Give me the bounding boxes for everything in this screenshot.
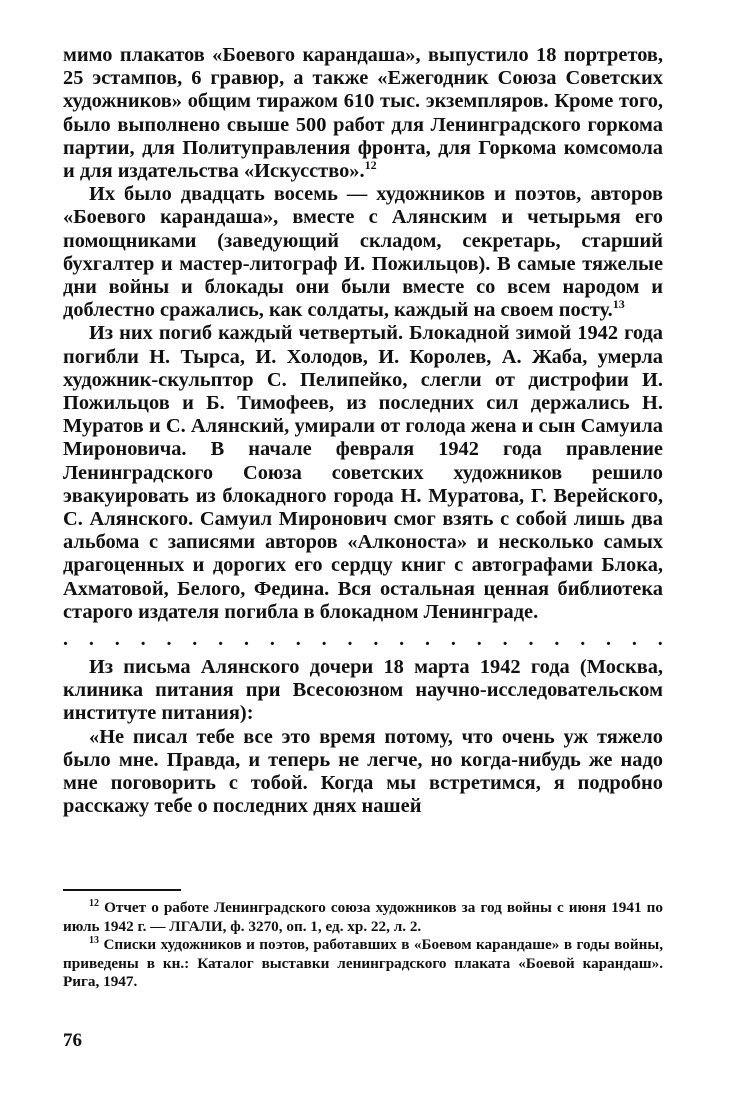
footnote-12-mark: 12 (89, 897, 99, 909)
paragraph-3: Из них погиб каждый четвертый. Блокадной зимой 1942 года погибли Н. Тырса, И. Холодов, И. Королев, А. Жаба, умерла художник-скульптор С. Пелипейко, слегли от дистрофии И. Пожильцов и Б. Тимофеев, из последних сил держались Н. Муратов и С. Алянский, умирали от голода жена и сын Самуила Мироновича. В начале февраля 1942 года правление Ленинградского Союза советских художников решило эвакуировать из блокадного города Н. Муратова, Г. Верейского, С. Алянского. Самуил Миронович смог взять с собой лишь два альбома с записями авторов «Алконоста» и несколько самых драгоценных и дорогих его сердцу книг с автографами Блока, Ахматовой, Белого, Федина. Вся остальная ценная библиотека старого издателя погибла в блокадном Ленинграде. (63, 322, 663, 623)
footnotes (63, 899, 663, 992)
footnote-12-text: Отчет о работе Ленинградского союза художников за год войны с июня 1941 по июль 1942 г. — ЛГАЛИ, ф. 3270, оп. 1, ед. хр. 22, л. 2. (63, 899, 663, 935)
paragraph-5: «Не писал тебе все это время потому, что очень уж тяжело было мне. Правда, и теперь не легче, но когда-нибудь же надо мне поговорить с тобой. Когда мы встретимся, я подробно расскажу тебе о последних днях нашей (63, 725, 663, 818)
footnote-separator (63, 889, 181, 891)
footnote-13-text: Списки художников и поэтов, работавших в «Боевом карандаше» в годы войны, приведены в кн.: Каталог выставки ленинградского плаката «Боевой карандаш». Рига, 1947. (63, 936, 663, 991)
section-divider-dots: . . . . . . . . . . . . . . . . . . . . . . . . (63, 628, 663, 651)
footnote-13 (63, 936, 663, 992)
footnote-13-mark: 13 (89, 935, 99, 947)
page-number: 76 (63, 1030, 82, 1051)
footnote-ref-12: 12 (364, 158, 377, 173)
footnote-ref-13: 13 (612, 297, 625, 312)
footnote-12 (63, 899, 663, 936)
paragraph-4: Из письма Алянского дочери 18 марта 1942 года (Москва, клиника питания при Всесоюзном научно-исследовательском институте питания): (63, 656, 663, 725)
main-text (63, 44, 663, 819)
paragraph-1-text: мимо плакатов «Боевого карандаша», выпустило 18 портретов, 25 эстампов, 6 гравюр, а также «Ежегодник Союза Советских художников» общим тиражом 610 тыс. экземпляров. Кроме того, было выполнено свыше 500 работ для Ленинградского горкома партии, для Политуправления фронта, для Горкома комсомола и для издательства «Искусство». (63, 44, 663, 183)
paragraph-2-text: Их было двадцать восемь — художников и поэтов, авторов «Боевого карандаша», вместе с Алянским и четырьмя его помощниками (заведующий складом, секретарь, старший бухгалтер и мастер-литограф И. Пожильцов). В самые тяжелые дни войны и блокады они были вместе со всем народом и доблестно сражались, как солдаты, каждый на своем посту. (63, 183, 663, 322)
paragraph-2 (63, 183, 663, 322)
paragraph-1 (63, 44, 663, 183)
